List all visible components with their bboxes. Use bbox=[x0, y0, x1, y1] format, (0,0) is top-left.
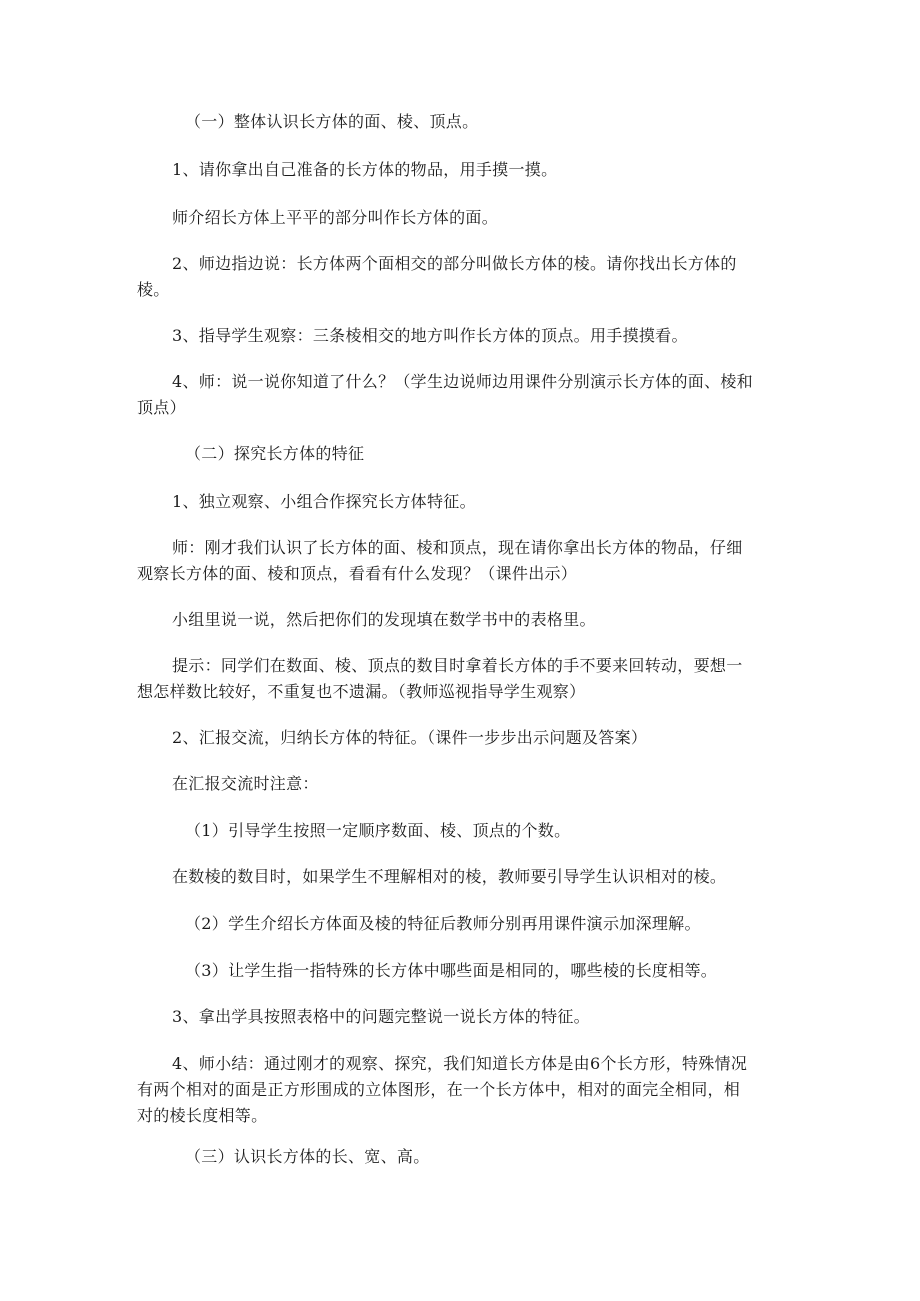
paragraph-continuation: 对的棱长度相等。 bbox=[137, 1106, 268, 1125]
list-item: （3）让学生指一指特殊的长方体中哪些面是相同的，哪些棱的长度相等。 bbox=[185, 961, 718, 980]
paragraph: 师：刚才我们认识了长方体的面、棱和顶点，现在请你拿出长方体的物品，仔细 bbox=[172, 538, 743, 557]
paragraph: 1、请你拿出自己准备的长方体的物品，用手摸一摸。 bbox=[172, 160, 558, 179]
heading-section-3: （三）认识长方体的长、宽、高。 bbox=[185, 1147, 430, 1166]
list-item: （1）引导学生按照一定顺序数面、棱、顶点的个数。 bbox=[185, 821, 571, 840]
paragraph: 师介绍长方体上平平的部分叫作长方体的面。 bbox=[172, 208, 499, 227]
heading-section-1: （一）整体认识长方体的面、棱、顶点。 bbox=[185, 112, 479, 131]
paragraph-continuation: 有两个相对的面是正方形围成的立体图形，在一个长方体中，相对的面完全相同，相 bbox=[137, 1080, 741, 1099]
paragraph: 在汇报交流时注意： bbox=[172, 774, 319, 793]
paragraph: 在数棱的数目时，如果学生不理解相对的棱，教师要引导学生认识相对的棱。 bbox=[172, 867, 727, 886]
paragraph: 3、指导学生观察：三条棱相交的地方叫作长方体的顶点。用手摸摸看。 bbox=[172, 326, 688, 345]
paragraph-continuation: 想怎样数比较好，不重复也不遗漏。（教师巡视指导学生观察） bbox=[137, 682, 586, 701]
paragraph: 提示：同学们在数面、棱、顶点的数目时拿着长方体的手不要来回转动，要想一 bbox=[172, 656, 743, 675]
paragraph-continuation: 观察长方体的面、棱和顶点，看看有什么发现？（课件出示） bbox=[137, 564, 578, 583]
paragraph: 2、汇报交流，归纳长方体的特征。（课件一步步出示问题及答案） bbox=[172, 728, 648, 747]
paragraph: 3、拿出学具按照表格中的问题完整说一说长方体的特征。 bbox=[172, 1007, 590, 1026]
paragraph: 4、师小结：通过刚才的观察、探究，我们知道长方体是由6个长方形，特殊情况 bbox=[172, 1054, 748, 1073]
paragraph: 2、师边指边说：长方体两个面相交的部分叫做长方体的棱。请你找出长方体的 bbox=[172, 254, 737, 273]
paragraph-continuation: 顶点） bbox=[137, 398, 186, 417]
paragraph: 1、独立观察、小组合作探究长方体特征。 bbox=[172, 492, 476, 511]
list-item: （2）学生介绍长方体面及棱的特征后教师分别再用课件演示加深理解。 bbox=[185, 914, 701, 933]
paragraph-continuation: 棱。 bbox=[137, 280, 170, 299]
paragraph: 4、师：说一说你知道了什么？（学生边说师边用课件分别演示长方体的面、棱和 bbox=[172, 372, 753, 391]
paragraph: 小组里说一说，然后把你们的发现填在数学书中的表格里。 bbox=[172, 610, 596, 629]
heading-section-2: （二）探究长方体的特征 bbox=[185, 444, 365, 463]
